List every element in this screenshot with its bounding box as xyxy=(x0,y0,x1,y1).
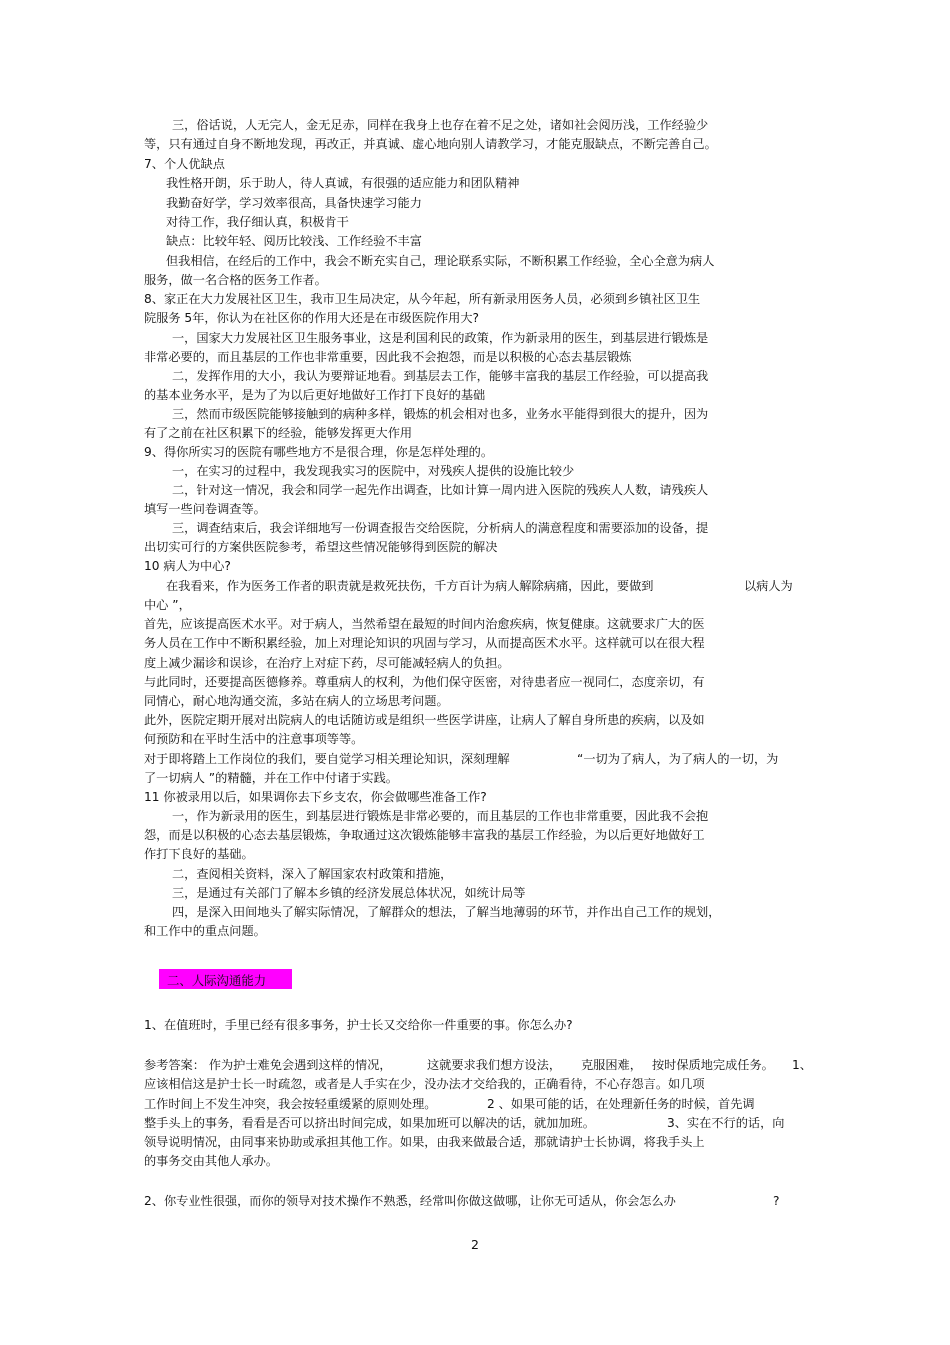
text-line: 我勤奋好学，学习效率很高，具备快速学习能力 xyxy=(166,196,422,210)
text-line: 我性格开朗，乐于助人，待人真诚，有很强的适应能力和团队精神 xyxy=(166,176,520,190)
text-line: 工作时间上不发生冲突，我会按轻重缓紧的原则处理。 xyxy=(144,1097,437,1111)
question-heading: 11 你被录用以后，如果调你去下乡支农，你会做哪些准备工作? xyxy=(144,790,487,804)
text-line: 的事务交由其他人承办。 xyxy=(144,1154,279,1168)
text-line: 此外，医院定期开展对出院病人的电话随访或是组织一些医学讲座，让病人了解自身所患的疾病，以及如 xyxy=(144,713,705,727)
question-heading: 1、在值班时，手里已经有很多事务，护士长又交给你一件重要的事。你怎么办? xyxy=(144,1018,573,1032)
text-line: 以病人为 xyxy=(744,579,793,593)
question-heading: 8、家正在大力发展社区卫生，我市卫生局决定，从今年起，所有新录用医务人员，必须到乡镇社区卫生 xyxy=(144,292,701,306)
text-line: 三，然而市级医院能够接触到的病种多样，锻炼的机会相对也多，业务水平能得到很大的提升，因为 xyxy=(172,407,709,421)
text-line: 度上减少漏诊和误诊，在治疗上对症下药，尽可能减轻病人的负担。 xyxy=(144,656,510,670)
text-line: 怨，而是以积极的心态去基层锻炼，争取通过这次锻炼能够丰富我的基层工作经验，为以后更好地做好工 xyxy=(144,828,705,842)
text-line: 3、实在不行的话，向 xyxy=(667,1116,785,1130)
text-line: 和工作中的重点问题。 xyxy=(144,924,266,938)
text-line: 应该相信这是护士长一时疏忽，或者是人手实在少，没办法才交给我的，正确看待，不心存怨言。如几项 xyxy=(144,1077,705,1091)
text-line: 二，查阅相关资料，深入了解国家农村政策和措施， xyxy=(172,867,453,881)
text-line: 对于即将踏上工作岗位的我们，要自觉学习相关理论知识，深刻理解 xyxy=(144,752,510,766)
text-line: 这就要求我们想方设法， xyxy=(427,1058,562,1072)
text-line: 作打下良好的基础。 xyxy=(144,847,254,861)
text-line: 二，针对这一情况，我会和同学一起先作出调查，比如计算一周内进入医院的残疾人人数，请残疾人 xyxy=(172,483,709,497)
page-number: 2 xyxy=(471,1237,479,1252)
text-line: 一，在实习的过程中，我发现我实习的医院中，对残疾人提供的设施比较少 xyxy=(172,464,575,478)
text-line: 务人员在工作中不断积累经验，加上对理论知识的巩固与学习，从而提高医术水平。这样就可以在很大程 xyxy=(144,636,705,650)
text-line: 等，只有通过自身不断地发现，再改正，并真诚、虚心地向别人请教学习，才能克服缺点，不断完善自己。 xyxy=(144,137,717,151)
question-heading: 7、个人优缺点 xyxy=(144,157,225,171)
text-line: 中心 ”， xyxy=(144,598,191,612)
text-line: 参考答案： 作为护士难免会遇到这样的情况， xyxy=(144,1058,392,1072)
text-line: ? xyxy=(773,1194,780,1208)
text-line: 三，俗话说，人无完人，金无足赤，同样在我身上也存在着不足之处，诸如社会阅历浅，工作经验少 xyxy=(172,118,709,132)
text-line: 三，调查结束后，我会详细地写一份调查报告交给医院，分析病人的满意程度和需要添加的设备，提 xyxy=(172,521,709,535)
text-line: 整手头上的事务，看看是否可以挤出时间完成，如果加班可以解决的话，就加加班。 xyxy=(144,1116,595,1130)
text-line: 首先，应该提高医术水平。对于病人，当然希望在最短的时间内治愈疾病，恢复健康。这就要求广大的医 xyxy=(144,617,705,631)
text-line: 出切实可行的方案供医院参考，希望这些情况能够得到医院的解决 xyxy=(144,540,498,554)
section-heading: 二、人际沟通能力 xyxy=(167,973,267,988)
text-line: 对待工作，我仔细认真，积极肯干 xyxy=(166,215,349,229)
question-heading: 9、得你所实习的医院有哪些地方不是很合理，你是怎样处理的。 xyxy=(144,445,494,459)
text-line: “一切为了病人，为了病人的一切，为 xyxy=(577,752,779,766)
text-line: 与此同时，还要提高医德修养。尊重病人的权利，为他们保守医密，对待患者应一视同仁，态度亲切，有 xyxy=(144,675,705,689)
text-line: 在我看来，作为医务工作者的职责就是救死扶伤，千方百计为病人解除病痛，因此，要做到 xyxy=(166,579,654,593)
question-heading: 2、你专业性很强，而你的领导对技术操作不熟悉，经常叫你做这做哪，让你无可适从，你会怎么办 xyxy=(144,1194,676,1208)
question-heading: 10 病人为中心? xyxy=(144,559,231,573)
text-line: 了一切病人 ”的精髓，并在工作中付诸于实践。 xyxy=(144,771,398,785)
text-line: 非常必要的，而且基层的工作也非常重要，因此我不会抱怨，而是以积极的心态去基层锻炼 xyxy=(144,350,632,364)
text-line: 填写一些问卷调查等。 xyxy=(144,502,266,516)
text-line: 二，发挥作用的大小，我认为要辩证地看。到基层去工作，能够丰富我的基层工作经验，可以提高我 xyxy=(172,369,709,383)
text-line: 缺点：比较年轻、阅历比较浅、工作经验不丰富 xyxy=(166,234,422,248)
text-line: 克服困难， xyxy=(581,1058,642,1072)
text-line: 同情心，耐心地沟通交流，多站在病人的立场思考问题。 xyxy=(144,694,449,708)
text-line: 服务，做一名合格的医务工作者。 xyxy=(144,273,327,287)
section-heading-highlight xyxy=(159,969,292,989)
text-line: 何预防和在平时生活中的注意事项等等。 xyxy=(144,732,364,746)
text-line: 按时保质地完成任务。 xyxy=(652,1058,774,1072)
text-line: 有了之前在社区积累下的经验，能够发挥更大作用 xyxy=(144,426,413,440)
text-line: 2 、如果可能的话，在处理新任务的时候，首先调 xyxy=(487,1097,755,1111)
text-line: 1、 xyxy=(792,1058,812,1072)
text-line: 三，是通过有关部门了解本乡镇的经济发展总体状况，如统计局等 xyxy=(172,886,526,900)
text-line: 但我相信，在经后的工作中，我会不断充实自己，理论联系实际，不断积累工作经验，全心全意为病人 xyxy=(166,254,715,268)
text-line: 一，国家大力发展社区卫生服务事业，这是利国利民的政策，作为新录用的医生，到基层进行锻炼是 xyxy=(172,331,709,345)
text-line: 的基本业务水平，是为了为以后更好地做好工作打下良好的基础 xyxy=(144,388,486,402)
text-line: 四，是深入田间地头了解实际情况，了解群众的想法，了解当地薄弱的环节，并作出自己工作的规划， xyxy=(172,905,721,919)
text-line: 院服务 5年，你认为在社区你的作用大还是在市级医院作用大? xyxy=(144,311,479,325)
text-line: 一，作为新录用的医生，到基层进行锻炼是非常必要的，而且基层的工作也非常重要，因此我不会抱 xyxy=(172,809,709,823)
text-line: 领导说明情况，由同事来协助或承担其他工作。如果，由我来做最合适，那就请护士长协调，将我手头上 xyxy=(144,1135,705,1149)
